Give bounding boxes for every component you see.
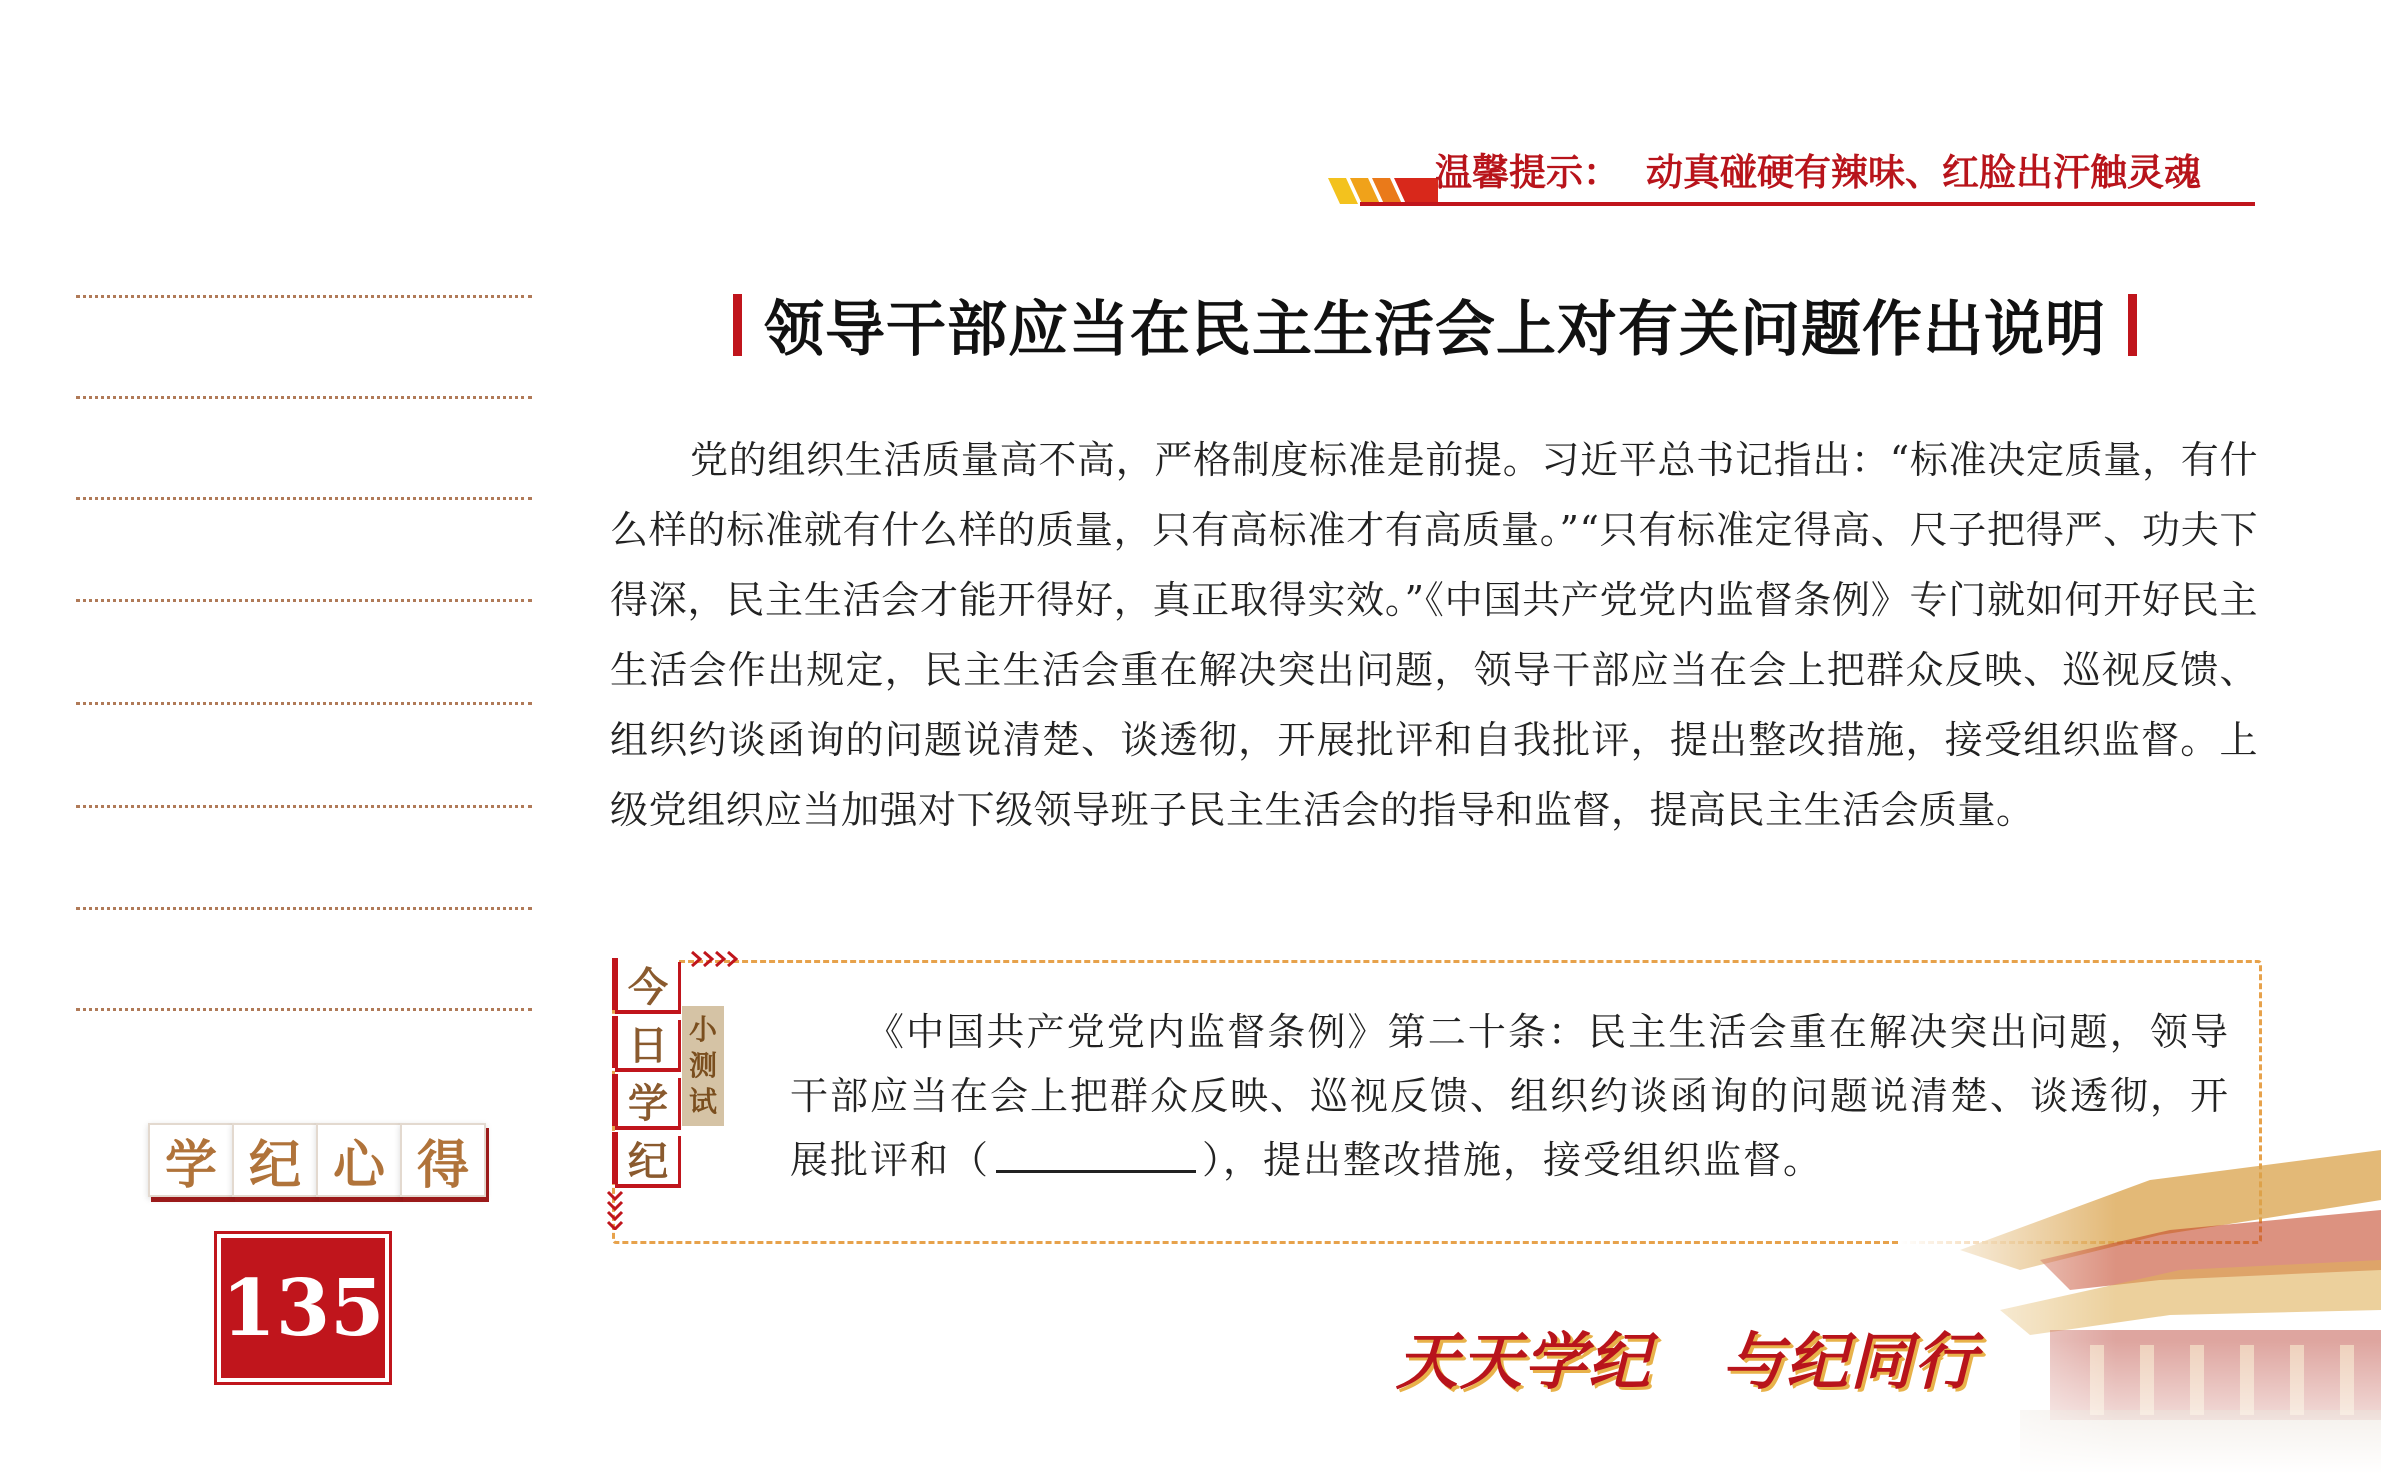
note-line bbox=[76, 702, 532, 705]
quiz-text-before: 《中国共产党党内监督条例》第二十条：民主生活会重在解决突出问题，领导干部应当在会上把群众反映、巡视反馈、组织约谈函询的问题说清楚、谈透彻，开展批评和（ bbox=[790, 1010, 2231, 1182]
note-line bbox=[76, 295, 532, 298]
note-line bbox=[76, 1008, 532, 1011]
gate-tower-illustration bbox=[1900, 1140, 2381, 1474]
note-line bbox=[76, 497, 532, 500]
arrow-down-icon bbox=[606, 1190, 624, 1230]
note-line bbox=[76, 396, 532, 399]
quiz-blank bbox=[996, 1140, 1196, 1173]
tip-text: 动真碰硬有辣味、红脸出汗触灵魂 bbox=[1646, 151, 2201, 194]
page-number: 135 bbox=[221, 1238, 385, 1378]
title-bar-left bbox=[733, 294, 742, 356]
article-body: 党的组织生活质量高不高，严格制度标准是前提。习近平总书记指出：“标准决定质量，有什么样的标准就有什么样的质量，只有高标准才有高质量。”“只有标准定得高、尺子把得严、功夫下得深，民主生活会才能开得好，真正取得实效。”《中国共产党党内监督条例》专门就如何开好民主生活会作出规定，民主生活会重在解决突出问题，领导干部应当在会上把群众反映、巡视反馈、组织约谈函询的问题说清楚、谈透彻，开展批评和自我批评，提出整改措施，接受组织监督。上级党组织应当加强对下级领导班子民主生活会的指导和监督，提高民主生活会质量。 bbox=[610, 438, 2258, 832]
badge-char: 纪 bbox=[232, 1123, 318, 1197]
slogan-right: 与纪同行 bbox=[1722, 1325, 1979, 1398]
quiz-vertical-char: 学 bbox=[612, 1074, 678, 1126]
quiz-text-after: ），提出整改措施，接受组织监督。 bbox=[1202, 1138, 1824, 1182]
arrow-right-icon bbox=[690, 950, 738, 968]
footer-slogan bbox=[1396, 1312, 1978, 1401]
header-rule bbox=[1360, 202, 2255, 206]
quiz-tag bbox=[682, 1006, 724, 1126]
article-title-block bbox=[700, 285, 2170, 365]
tip-label: 温馨提示： bbox=[1435, 151, 1620, 194]
quiz-tag-char: 测 bbox=[688, 1049, 717, 1082]
article-title: 领导干部应当在民主生活会上对有关问题作出说明 bbox=[764, 295, 2106, 365]
note-line bbox=[76, 805, 532, 808]
chevron-stripes-icon bbox=[1328, 178, 1438, 204]
title-bar-right bbox=[2128, 294, 2137, 356]
quiz-vertical-char: 纪 bbox=[612, 1132, 678, 1184]
slogan-left: 天天学纪 bbox=[1396, 1325, 1653, 1398]
note-line bbox=[76, 599, 532, 602]
quiz-vertical-char: 日 bbox=[612, 1016, 678, 1068]
badge-char: 心 bbox=[316, 1123, 402, 1197]
quiz-tag-char: 试 bbox=[688, 1085, 717, 1118]
quiz-tag-char: 小 bbox=[688, 1013, 717, 1046]
note-line bbox=[76, 907, 532, 910]
badge-char: 得 bbox=[400, 1123, 486, 1197]
header-tip bbox=[1435, 140, 2201, 198]
badge-char: 学 bbox=[148, 1123, 234, 1197]
quiz-vertical-char: 今 bbox=[612, 958, 678, 1010]
